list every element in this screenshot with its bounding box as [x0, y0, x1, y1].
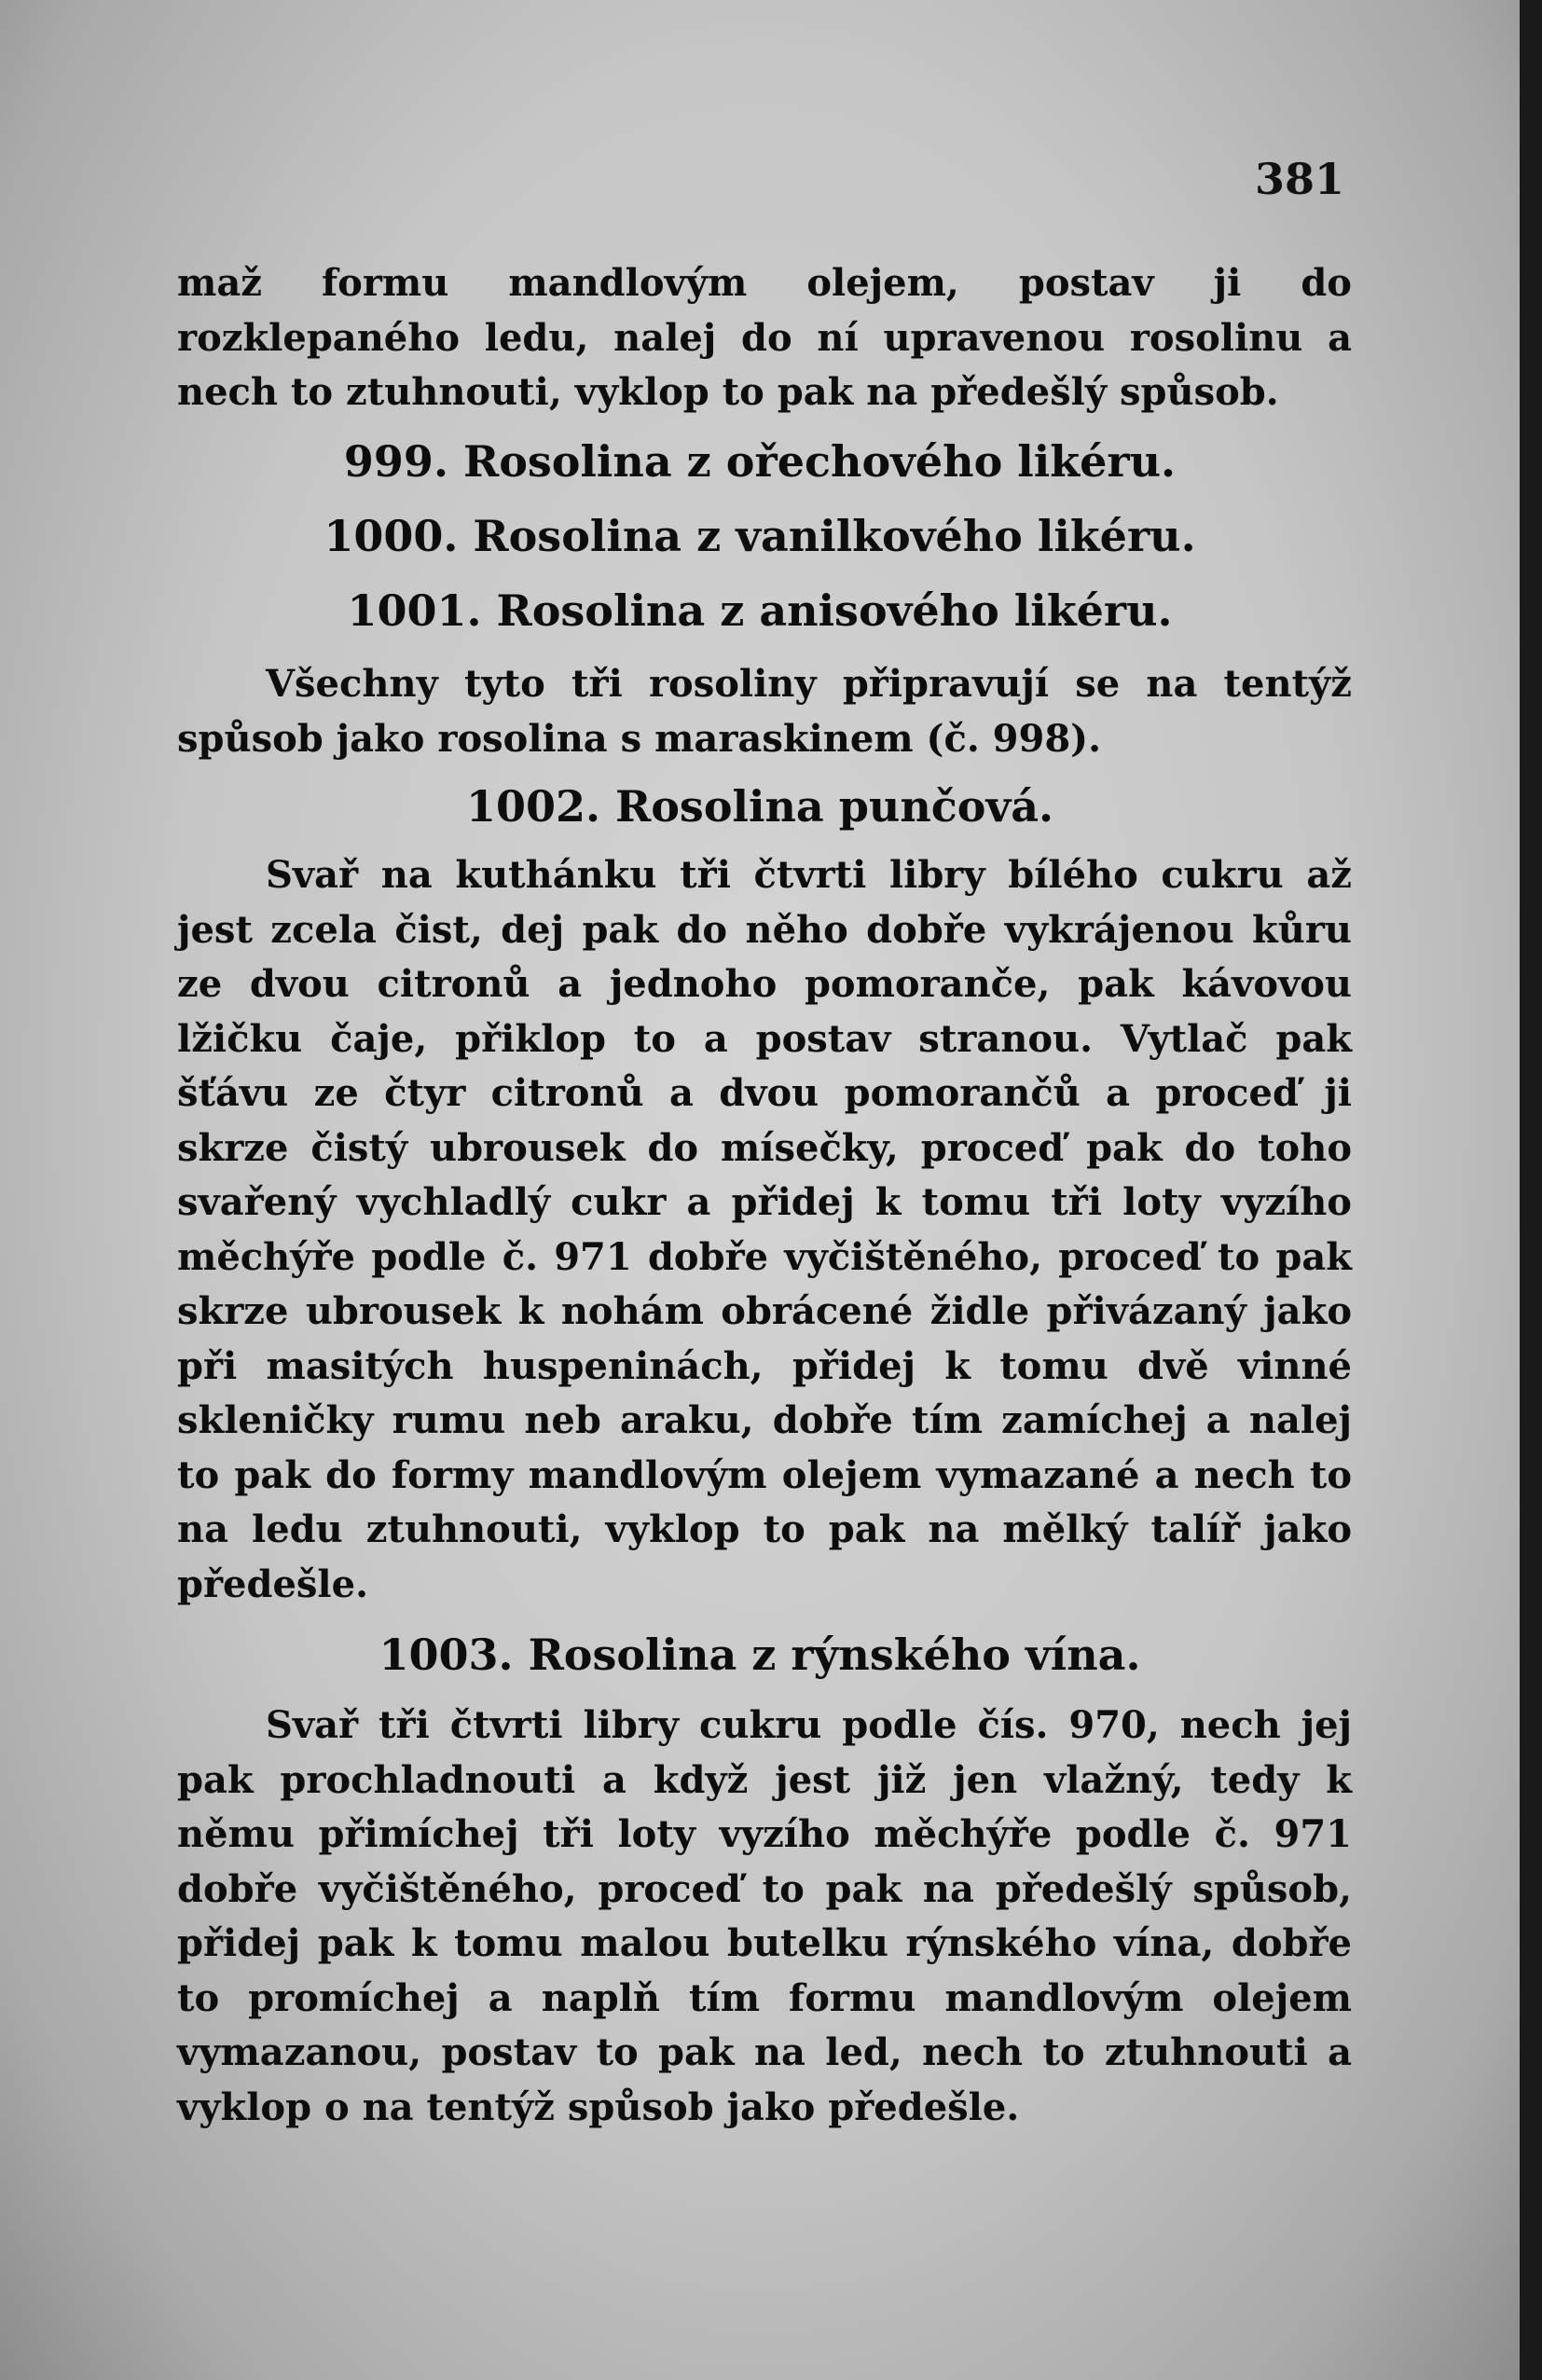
recipe-heading-1001: 1001. Rosolina z anisového likéru. [347, 585, 1173, 636]
recipe-paragraph-1001: Všechny tyto tři rosoliny připravují se na tentýž spůsob jako rosolina s maraskinem (č. 998). [177, 662, 1352, 761]
recipe-paragraph-1002: Svař na kuthánku tři čtvrti libry bílého cukru až jest zcela čist, dej pak do něho dobře vykrájenou kůru ze dvou citronů a jednoho pomoranče, pak kávovou lžičku čaje, přiklop to a postav stranou. Vytlač pak šťávu ze čtyr citronů a dvou pomorančů a proceď ji skrze čistý ubrousek do mísečky, proceď pak do toho svařený vychladlý cukr a přidej k tomu tři loty vyzího měchýře podle č. 971 dobře vyčištěného, proceď to pak skrze ubrousek k nohám obrácené židle přivázaný jako při masitých huspeninách, přidej k tomu dvě vinné skleničky rumu neb araku, dobře tím zamíchej a nalej to pak do formy mandlovým olejem vymazané a nech to na ledu ztuhnouti, vyklop to pak na mělký talíř jako předešle. [177, 853, 1352, 1606]
recipe-heading-999: 999. Rosolina z ořechového likéru. [343, 436, 1177, 487]
recipe-heading-1003: 1003. Rosolina z rýnského vína. [379, 1630, 1141, 1680]
recipe-heading-1000: 1000. Rosolina z vanilkového likéru. [324, 511, 1196, 561]
page-number: 381 [1254, 154, 1344, 204]
intro-paragraph: maž formu mandlovým olejem, postav ji do rozklepaného ledu, nalej do ní upravenou rosolinu a nech to ztuhnouti, vyklop to pak na předešlý spůsob. [177, 261, 1352, 414]
recipe-heading-1002: 1002. Rosolina punčová. [465, 781, 1054, 832]
recipe-paragraph-1003: Svař tři čtvrti libry cukru podle čís. 970, nech jej pak prochladnouti a když jest již jen vlažný, tedy k němu přimíchej tři loty vyzího měchýře podle č. 971 dobře vyčištěného, proceď to pak na předešlý spůsob, přidej pak k tomu malou butelku rýnského vína, dobře to promíchej a naplň tím formu mandlovým olejem vymazanou, postav to pak na led, nech to ztuhnouti a vyklop o na tentýž spůsob jako předešle. [177, 1703, 1352, 2129]
